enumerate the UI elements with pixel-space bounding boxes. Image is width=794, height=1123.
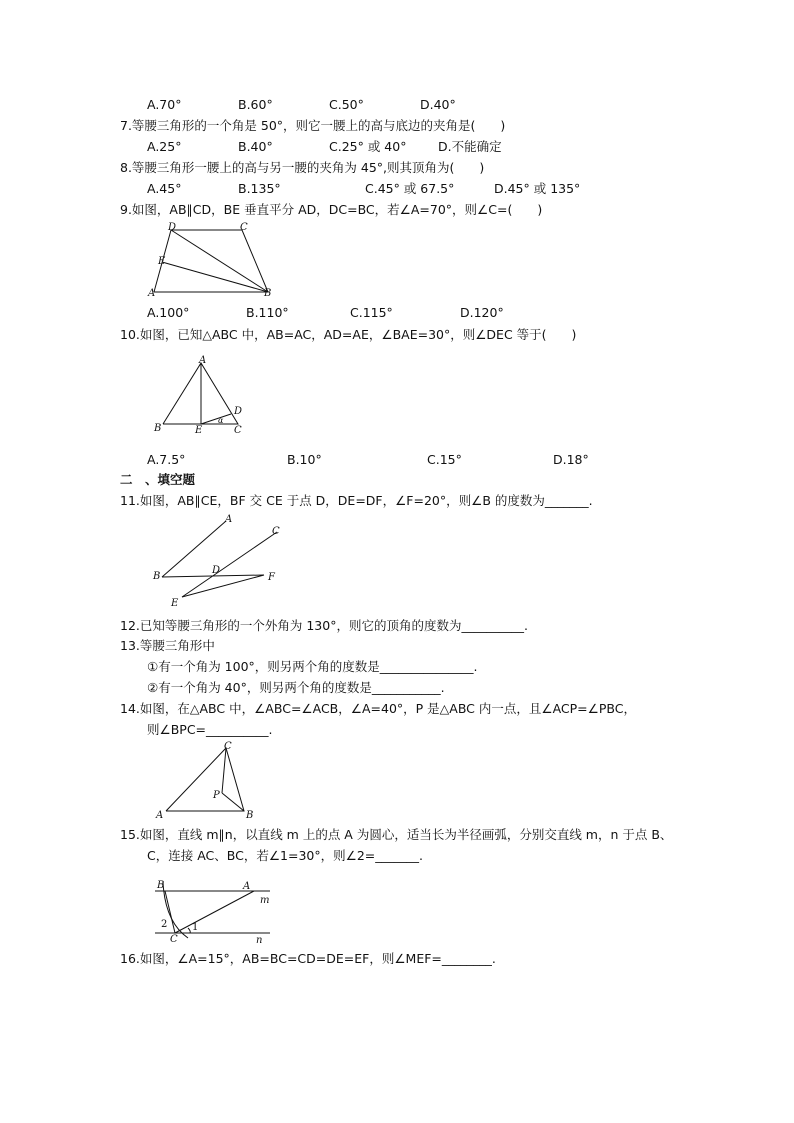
q13-sub1: ①有一个角为 100°，则另两个角的度数是_______________.	[147, 659, 478, 674]
q10-triangle-figure	[148, 354, 252, 436]
q11-line-ec	[182, 532, 277, 597]
q12-stem: 12.已知等腰三角形的一个外角为 130°，则它的顶角的度数为__________.	[120, 618, 528, 633]
q8-option-b: B.135°	[238, 181, 281, 196]
q13-stem: 13.等腰三角形中	[120, 638, 215, 653]
q10-option-a: A.7.5°	[147, 452, 186, 467]
q10-label-c: C	[234, 425, 242, 436]
q10-label-e: E	[195, 425, 203, 436]
q9-label-e: E	[158, 256, 166, 267]
q6-option-a: A.70°	[147, 97, 182, 112]
q14-figure	[152, 740, 264, 820]
q11-label-c: C	[272, 526, 280, 537]
q6-option-c: C.50°	[329, 97, 364, 112]
q14-segment-pb	[222, 793, 244, 811]
q7-option-b: B.40°	[238, 139, 273, 154]
q8-option-d: D.45° 或 135°	[494, 181, 581, 196]
q15-stem: 15.如图，直线 m∥n，以直线 m 上的点 A 为圆心，适当长为半径画弧，分别交直线 m，n 于点 B、	[120, 827, 673, 842]
q15-label-m: m	[260, 895, 270, 906]
q14-label-p: P	[213, 790, 220, 801]
q9-option-a: A.100°	[147, 305, 190, 320]
q8-option-a: A.45°	[147, 181, 182, 196]
q13-sub2: ②有一个角为 40°，则另两个角的度数是___________.	[147, 680, 445, 695]
q6-option-b: B.60°	[238, 97, 273, 112]
q9-diagonal-db	[171, 230, 268, 292]
q9-label-b: B	[264, 288, 272, 299]
q9-option-b: B.110°	[246, 305, 289, 320]
q10-label-d: D	[234, 406, 243, 417]
q15-label-angle1: 1	[192, 922, 199, 933]
q11-label-f: F	[268, 572, 275, 583]
q8-stem: 8.等腰三角形一腰上的高与另一腰的夹角为 45°,则其顶角为( )	[120, 160, 485, 175]
q9-label-d: D	[168, 222, 177, 233]
q10-option-d: D.18°	[553, 452, 589, 467]
q7-stem: 7.等腰三角形的一个角是 50°，则它一腰上的高与底边的夹角是( )	[120, 118, 506, 133]
q15-label-angle2: 2	[161, 919, 168, 930]
q10-label-a: A	[199, 355, 207, 366]
q9-segment-eb	[162, 262, 268, 292]
q16-stem: 16.如图，∠A=15°，AB=BC=CD=DE=EF，则∠MEF=________.	[120, 951, 496, 966]
q15-label-c: C	[170, 934, 178, 945]
q15-label-n: n	[256, 935, 263, 946]
q9-option-d: D.120°	[460, 305, 504, 320]
q10-option-b: B.10°	[287, 452, 322, 467]
q9-label-a: A	[148, 288, 156, 299]
section-title-fill-in: 二 、填空题	[120, 472, 196, 487]
q9-option-c: C.115°	[350, 305, 393, 320]
q11-label-a: A	[225, 514, 233, 525]
q15-cont: C，连接 AC、BC，若∠1=30°，则∠2=_______.	[147, 848, 423, 863]
q15-label-a: A	[243, 881, 251, 892]
q7-option-a: A.25°	[147, 139, 182, 154]
q11-label-d: D	[212, 565, 221, 576]
q15-segment-ca	[175, 891, 254, 933]
q15-figure	[148, 876, 272, 948]
q14-label-b: B	[246, 810, 254, 820]
q14-label-c: C	[224, 741, 232, 752]
q11-line-ef	[182, 575, 264, 597]
q11-stem: 11.如图，AB∥CE，BF 交 CE 于点 D，DE=DF，∠F=20°，则∠B 的度数为_______.	[120, 493, 593, 508]
q14-label-a: A	[156, 810, 164, 820]
q14-stem: 14.如图，在△ABC 中，∠ABC=∠ACB，∠A=40°，P 是△ABC 内一点，且∠ACP=∠PBC，	[120, 701, 636, 716]
q6-option-d: D.40°	[420, 97, 456, 112]
q9-label-c: C	[240, 222, 248, 233]
q10-stem: 10.如图，已知△ABC 中，AB=AC，AD=AE，∠BAE=30°，则∠DEC 等于( )	[120, 327, 577, 342]
q14-cont: 则∠BPC=__________.	[147, 722, 273, 737]
q10-segment-ed	[201, 414, 231, 424]
q15-label-b: B	[157, 880, 165, 891]
q15-angle1-arc	[188, 928, 190, 933]
q9-stem: 9.如图，AB∥CD，BE 垂直平分 AD，DC=BC，若∠A=70°，则∠C=( )	[120, 202, 543, 217]
q11-label-b: B	[153, 571, 161, 582]
q11-label-e: E	[171, 598, 179, 609]
q9-trapezoid-outline	[154, 230, 268, 292]
q7-option-d: D.不能确定	[438, 139, 502, 154]
q14-segment-cp	[222, 748, 226, 793]
q9-trapezoid-figure	[140, 220, 290, 302]
q8-option-c: C.45° 或 67.5°	[365, 181, 455, 196]
q11-figure	[148, 512, 284, 610]
q10-option-c: C.15°	[427, 452, 462, 467]
q7-option-c: C.25° 或 40°	[329, 139, 407, 154]
q10-label-b: B	[154, 423, 162, 434]
q10-label-alpha: α	[218, 416, 224, 425]
